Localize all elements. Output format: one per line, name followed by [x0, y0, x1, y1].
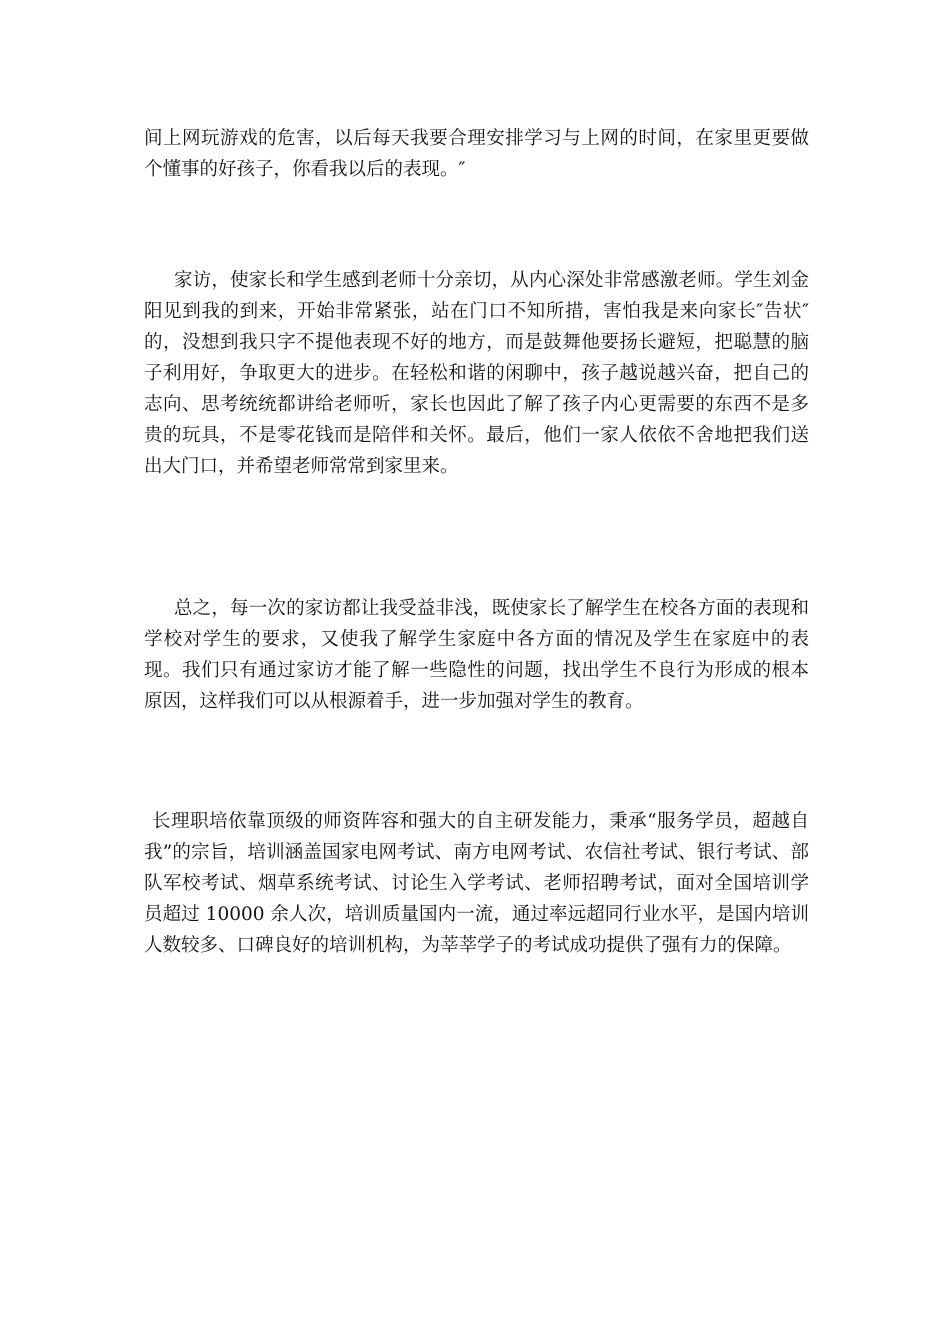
paragraph-summary: 总之，每一次的家访都让我受益非浅，既使家长了解学生在校各方面的表现和学校对学生的要求，又使我了解学生家庭中各方面的情况及学生在家庭中的表现。我们只有通过家访才能了解一些隐性的问题，找出学生不良行为形成的根本原因，这样我们可以从根源着手，进一步加强对学生的教育。	[144, 598, 809, 712]
paragraph-advertisement: 长理职培依靠顶级的师资阵容和强大的自主研发能力，秉承“服务学员，超越自我”的宗旨，培训涵盖国家电网考试、南方电网考试、农信社考试、银行考试、部队军校考试、烟草系统考试、讨论生入学考试、老师招聘考试，面对全国培训学员超过 10000 余人次，培训质量国内一流，通过率远超同行业水平，是国内培训人数较多、口碑良好的培训机构，为莘莘学子的考试成功提供了强有力的保障。	[144, 811, 809, 956]
paragraph-home-visit: 家访，使家长和学生感到老师十分亲切，从内心深处非常感激老师。学生刘金阳见到我的到来，开始非常紧张，站在门口不知所措，害怕我是来向家长″告状″的，没想到我只字不提他表现不好的地方，而是鼓舞他要扬长避短，把聪慧的脑子利用好，争取更大的进步。在轻松和谐的闲聊中，孩子越说越兴奋，把自己的志向、思考统统都讲给老师听，家长也因此了解了孩子内心更需要的东西不是多贵的玩具，不是零花钱而是陪伴和关怀。最后，他们一家人依依不舍地把我们送出大门口，并希望老师常常到家里来。	[144, 270, 809, 477]
paragraph-continued: 间上网玩游戏的危害，以后每天我要合理安排学习与上网的时间，在家里更要做个懂事的好孩子，你看我以后的表现。″	[144, 128, 809, 180]
